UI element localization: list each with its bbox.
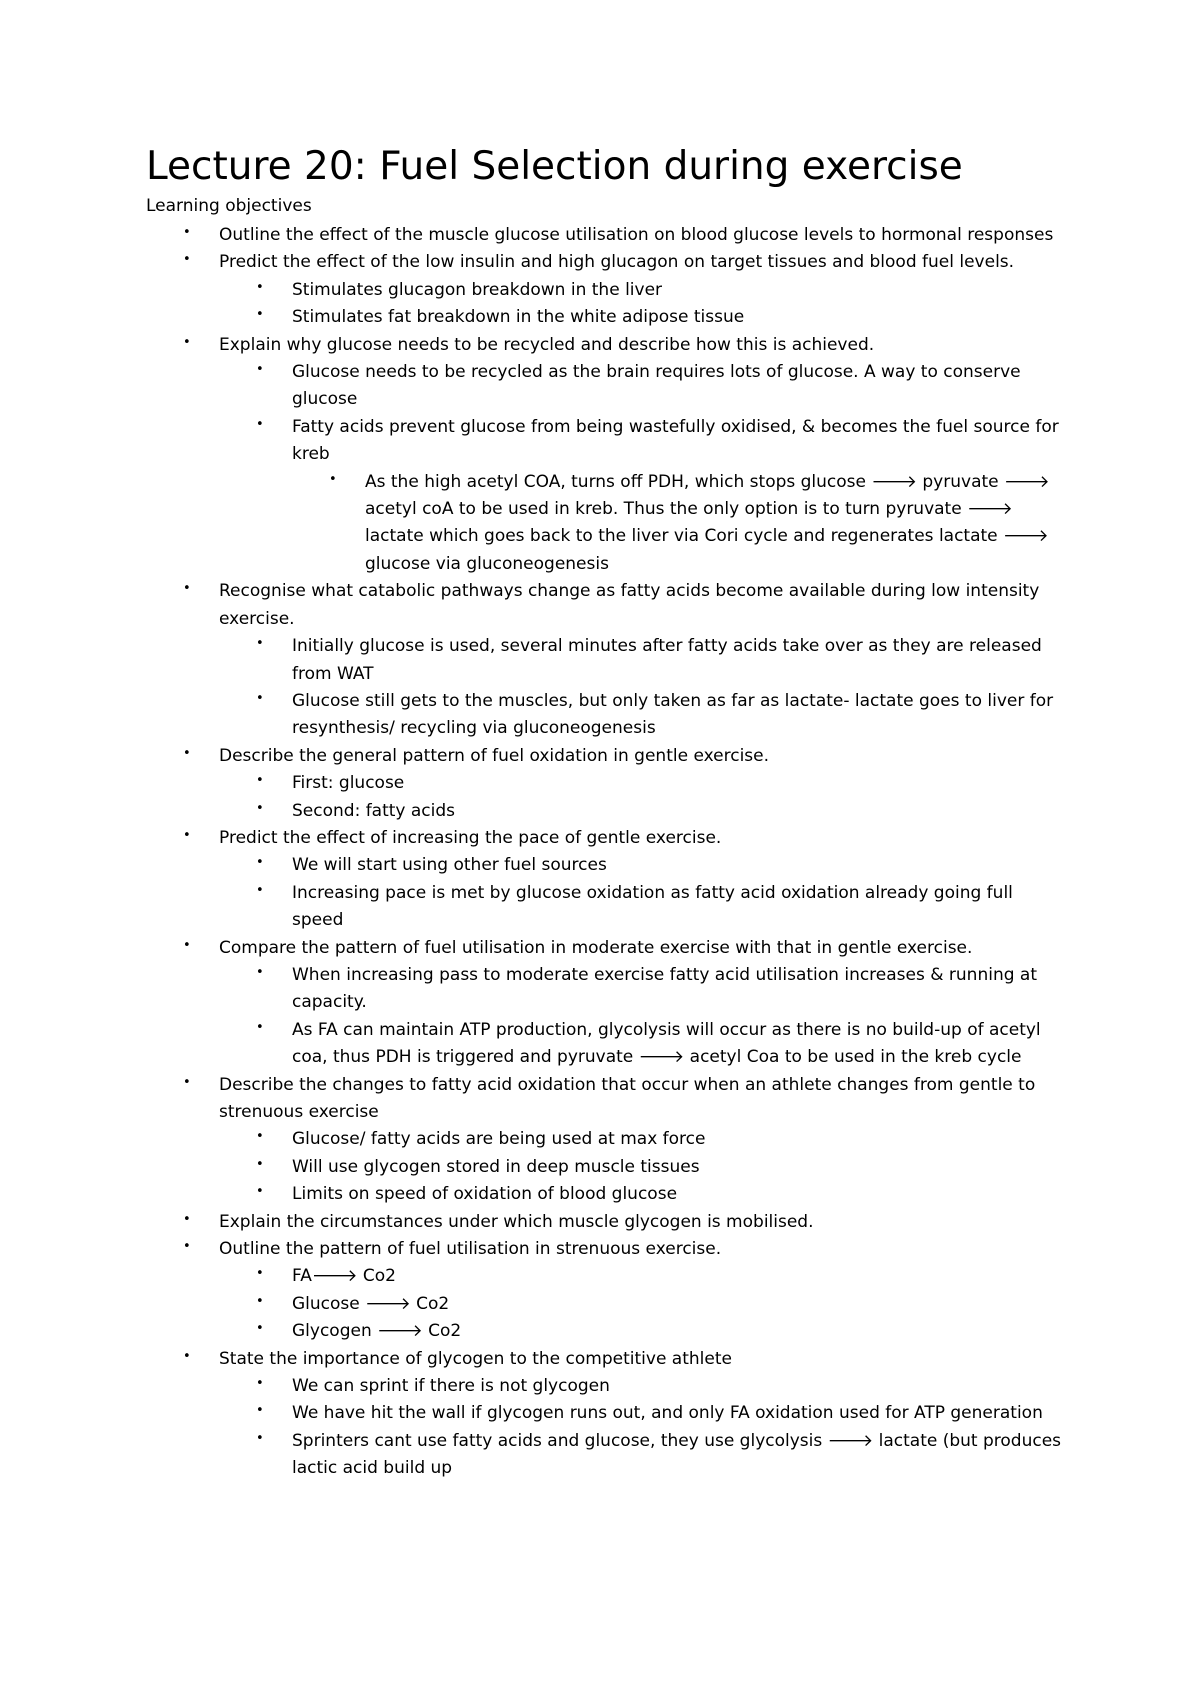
nested-list — [219, 1263, 1069, 1345]
bullet-icon: • — [256, 1266, 264, 1282]
sub-point-item — [256, 1428, 1069, 1483]
bullet-icon: • — [183, 937, 191, 953]
objective-item — [183, 1209, 1069, 1236]
bullet-icon: • — [256, 1430, 264, 1446]
item-text: FA🡒 Co2 — [292, 1266, 396, 1287]
nested-list — [219, 962, 1069, 1072]
objective-item — [183, 249, 1069, 331]
bullet-icon: • — [183, 1074, 191, 1090]
objective-item — [183, 825, 1069, 935]
item-text: Recognise what catabolic pathways change as fatty acids become available during low intensity exercise. — [219, 581, 1040, 629]
objective-item — [183, 743, 1069, 825]
sub-point-item — [256, 414, 1069, 578]
sub-point-item — [256, 1126, 1069, 1153]
bullet-icon: • — [256, 800, 264, 816]
sub-point-item — [256, 1291, 1069, 1318]
sub-point-item — [256, 770, 1069, 797]
sub-point-item — [256, 359, 1069, 414]
item-text: Explain the circumstances under which muscle glycogen is mobilised. — [219, 1211, 814, 1232]
sub-point-item — [256, 852, 1069, 879]
item-text: Describe the changes to fatty acid oxidation that occur when an athlete changes from gentle to strenuous exercise — [219, 1074, 1036, 1122]
objective-item — [183, 1072, 1069, 1209]
bullet-icon: • — [183, 581, 191, 597]
item-text: Increasing pace is met by glucose oxidation as fatty acid oxidation already going full speed — [292, 882, 1013, 931]
sub-point-item — [256, 277, 1069, 304]
bullet-icon: • — [329, 471, 337, 487]
sub-point-item — [256, 304, 1069, 331]
bullet-icon: • — [256, 1376, 264, 1392]
page-title: Lecture 20: Fuel Selection during exercise — [146, 144, 963, 189]
bullet-icon: • — [256, 690, 264, 706]
item-text: State the importance of glycogen to the competitive athlete — [219, 1348, 732, 1369]
detail-point-item — [329, 469, 1069, 579]
objective-item — [183, 222, 1069, 249]
item-text: As FA can maintain ATP production, glycolysis will occur as there is no build-up of acetyl coa, thus PDH is triggered and pyruvate 🡒 acetyl Coa to be used in the kreb cycle — [292, 1019, 1041, 1068]
bullet-icon: • — [183, 1211, 191, 1227]
item-text: Second: fatty acids — [292, 800, 456, 821]
nested-list — [292, 469, 1069, 579]
objective-item — [183, 1346, 1069, 1483]
item-text: Stimulates glucagon breakdown in the liver — [292, 279, 663, 300]
item-text: Glucose needs to be recycled as the brain requires lots of glucose. A way to conserve glucose — [292, 362, 1021, 410]
item-text: Fatty acids prevent glucose from being wastefully oxidised, & becomes the fuel source for kreb — [292, 416, 1059, 465]
item-text: Limits on speed of oxidation of blood glucose — [292, 1184, 678, 1205]
item-text: Glucose still gets to the muscles, but only taken as far as lactate- lactate goes to liver for resynthesis/ recycling via gluconeogenesis — [292, 690, 1054, 739]
sub-point-item — [256, 962, 1069, 1017]
bullet-icon: • — [183, 225, 191, 240]
bullet-icon: • — [256, 416, 264, 432]
bullet-icon: • — [256, 1019, 264, 1035]
item-text: Explain why glucose needs to be recycled and describe how this is achieved. — [219, 334, 875, 355]
bullet-icon: • — [256, 307, 264, 323]
objectives-list — [0, 222, 1200, 1483]
bullet-icon: • — [256, 1321, 264, 1337]
item-text: Glucose 🡒 Co2 — [292, 1293, 450, 1314]
item-text: Glycogen 🡒 Co2 — [292, 1321, 462, 1342]
item-text: We have hit the wall if glycogen runs out, and only FA oxidation used for ATP generation — [292, 1403, 1043, 1424]
bullet-icon: • — [183, 745, 191, 761]
sub-point-item — [256, 688, 1069, 743]
nested-list — [219, 852, 1069, 934]
bullet-icon: • — [256, 636, 264, 652]
bullet-icon: • — [256, 964, 264, 980]
nested-list — [219, 1373, 1069, 1483]
nested-list — [219, 1126, 1069, 1208]
bullet-icon: • — [256, 279, 264, 295]
objective-item — [183, 935, 1069, 1072]
objective-item — [183, 1236, 1069, 1346]
item-text: We can sprint if there is not glycogen — [292, 1376, 610, 1397]
bullet-icon: • — [256, 1184, 264, 1200]
nested-list — [219, 633, 1069, 743]
item-text: We will start using other fuel sources — [292, 855, 607, 876]
sub-point-item — [256, 798, 1069, 825]
nested-list — [219, 277, 1069, 332]
bullet-icon: • — [183, 827, 191, 843]
item-text: Initially glucose is used, several minutes after fatty acids take over as they are released from WAT — [292, 636, 1042, 684]
nested-list — [219, 770, 1069, 825]
item-text: Outline the effect of the muscle glucose utilisation on blood glucose levels to hormonal responses — [219, 225, 1054, 245]
item-text: Predict the effect of increasing the pace of gentle exercise. — [219, 827, 722, 848]
item-text: First: glucose — [292, 773, 405, 794]
sub-point-item — [256, 1154, 1069, 1181]
sub-point-item — [256, 880, 1069, 935]
bullet-icon: • — [256, 362, 264, 378]
bullet-icon: • — [256, 1156, 264, 1172]
section-heading: Learning objectives — [146, 196, 312, 216]
bullet-icon: • — [183, 1348, 191, 1364]
item-text: Will use glycogen stored in deep muscle tissues — [292, 1156, 700, 1177]
sub-point-item — [256, 633, 1069, 688]
item-text: Sprinters cant use fatty acids and glucose, they use glycolysis 🡒 lactate (but produces lactic acid build up — [292, 1430, 1062, 1479]
bullet-icon: • — [183, 334, 191, 350]
item-text: Predict the effect of the low insulin and high glucagon on target tissues and blood fuel levels. — [219, 252, 1015, 273]
sub-point-item — [256, 1017, 1069, 1072]
sub-point-item — [256, 1400, 1069, 1427]
item-text: Outline the pattern of fuel utilisation in strenuous exercise. — [219, 1239, 722, 1260]
objective-item — [183, 332, 1069, 579]
sub-point-item — [256, 1373, 1069, 1400]
bullet-icon: • — [256, 1293, 264, 1309]
bullet-icon: • — [256, 1129, 264, 1145]
objective-item — [183, 578, 1069, 742]
item-text: Stimulates fat breakdown in the white adipose tissue — [292, 307, 745, 328]
item-text: As the high acetyl COA, turns off PDH, which stops glucose 🡒 pyruvate 🡒 acetyl coA to be used in kreb. Thus the only option is to turn pyruvate 🡒 lactate which goes back to the liver via Cori cycle and regenerates lactate 🡒 glucose via gluconeogenesis — [365, 471, 1050, 574]
bullet-icon: • — [256, 1403, 264, 1419]
bullet-icon: • — [256, 882, 264, 898]
nested-list — [219, 359, 1069, 578]
bullet-icon: • — [256, 773, 264, 789]
item-text: When increasing pass to moderate exercise fatty acid utilisation increases & running at capacity. — [292, 964, 1038, 1013]
bullet-icon: • — [183, 1239, 191, 1255]
item-text: Glucose/ fatty acids are being used at max force — [292, 1129, 706, 1150]
sub-point-item — [256, 1318, 1069, 1345]
bullet-icon: • — [183, 252, 191, 268]
item-text: Describe the general pattern of fuel oxidation in gentle exercise. — [219, 745, 770, 766]
sub-point-item — [256, 1181, 1069, 1208]
item-text: Compare the pattern of fuel utilisation in moderate exercise with that in gentle exercise. — [219, 937, 973, 958]
bullet-icon: • — [256, 855, 264, 871]
sub-point-item — [256, 1263, 1069, 1290]
